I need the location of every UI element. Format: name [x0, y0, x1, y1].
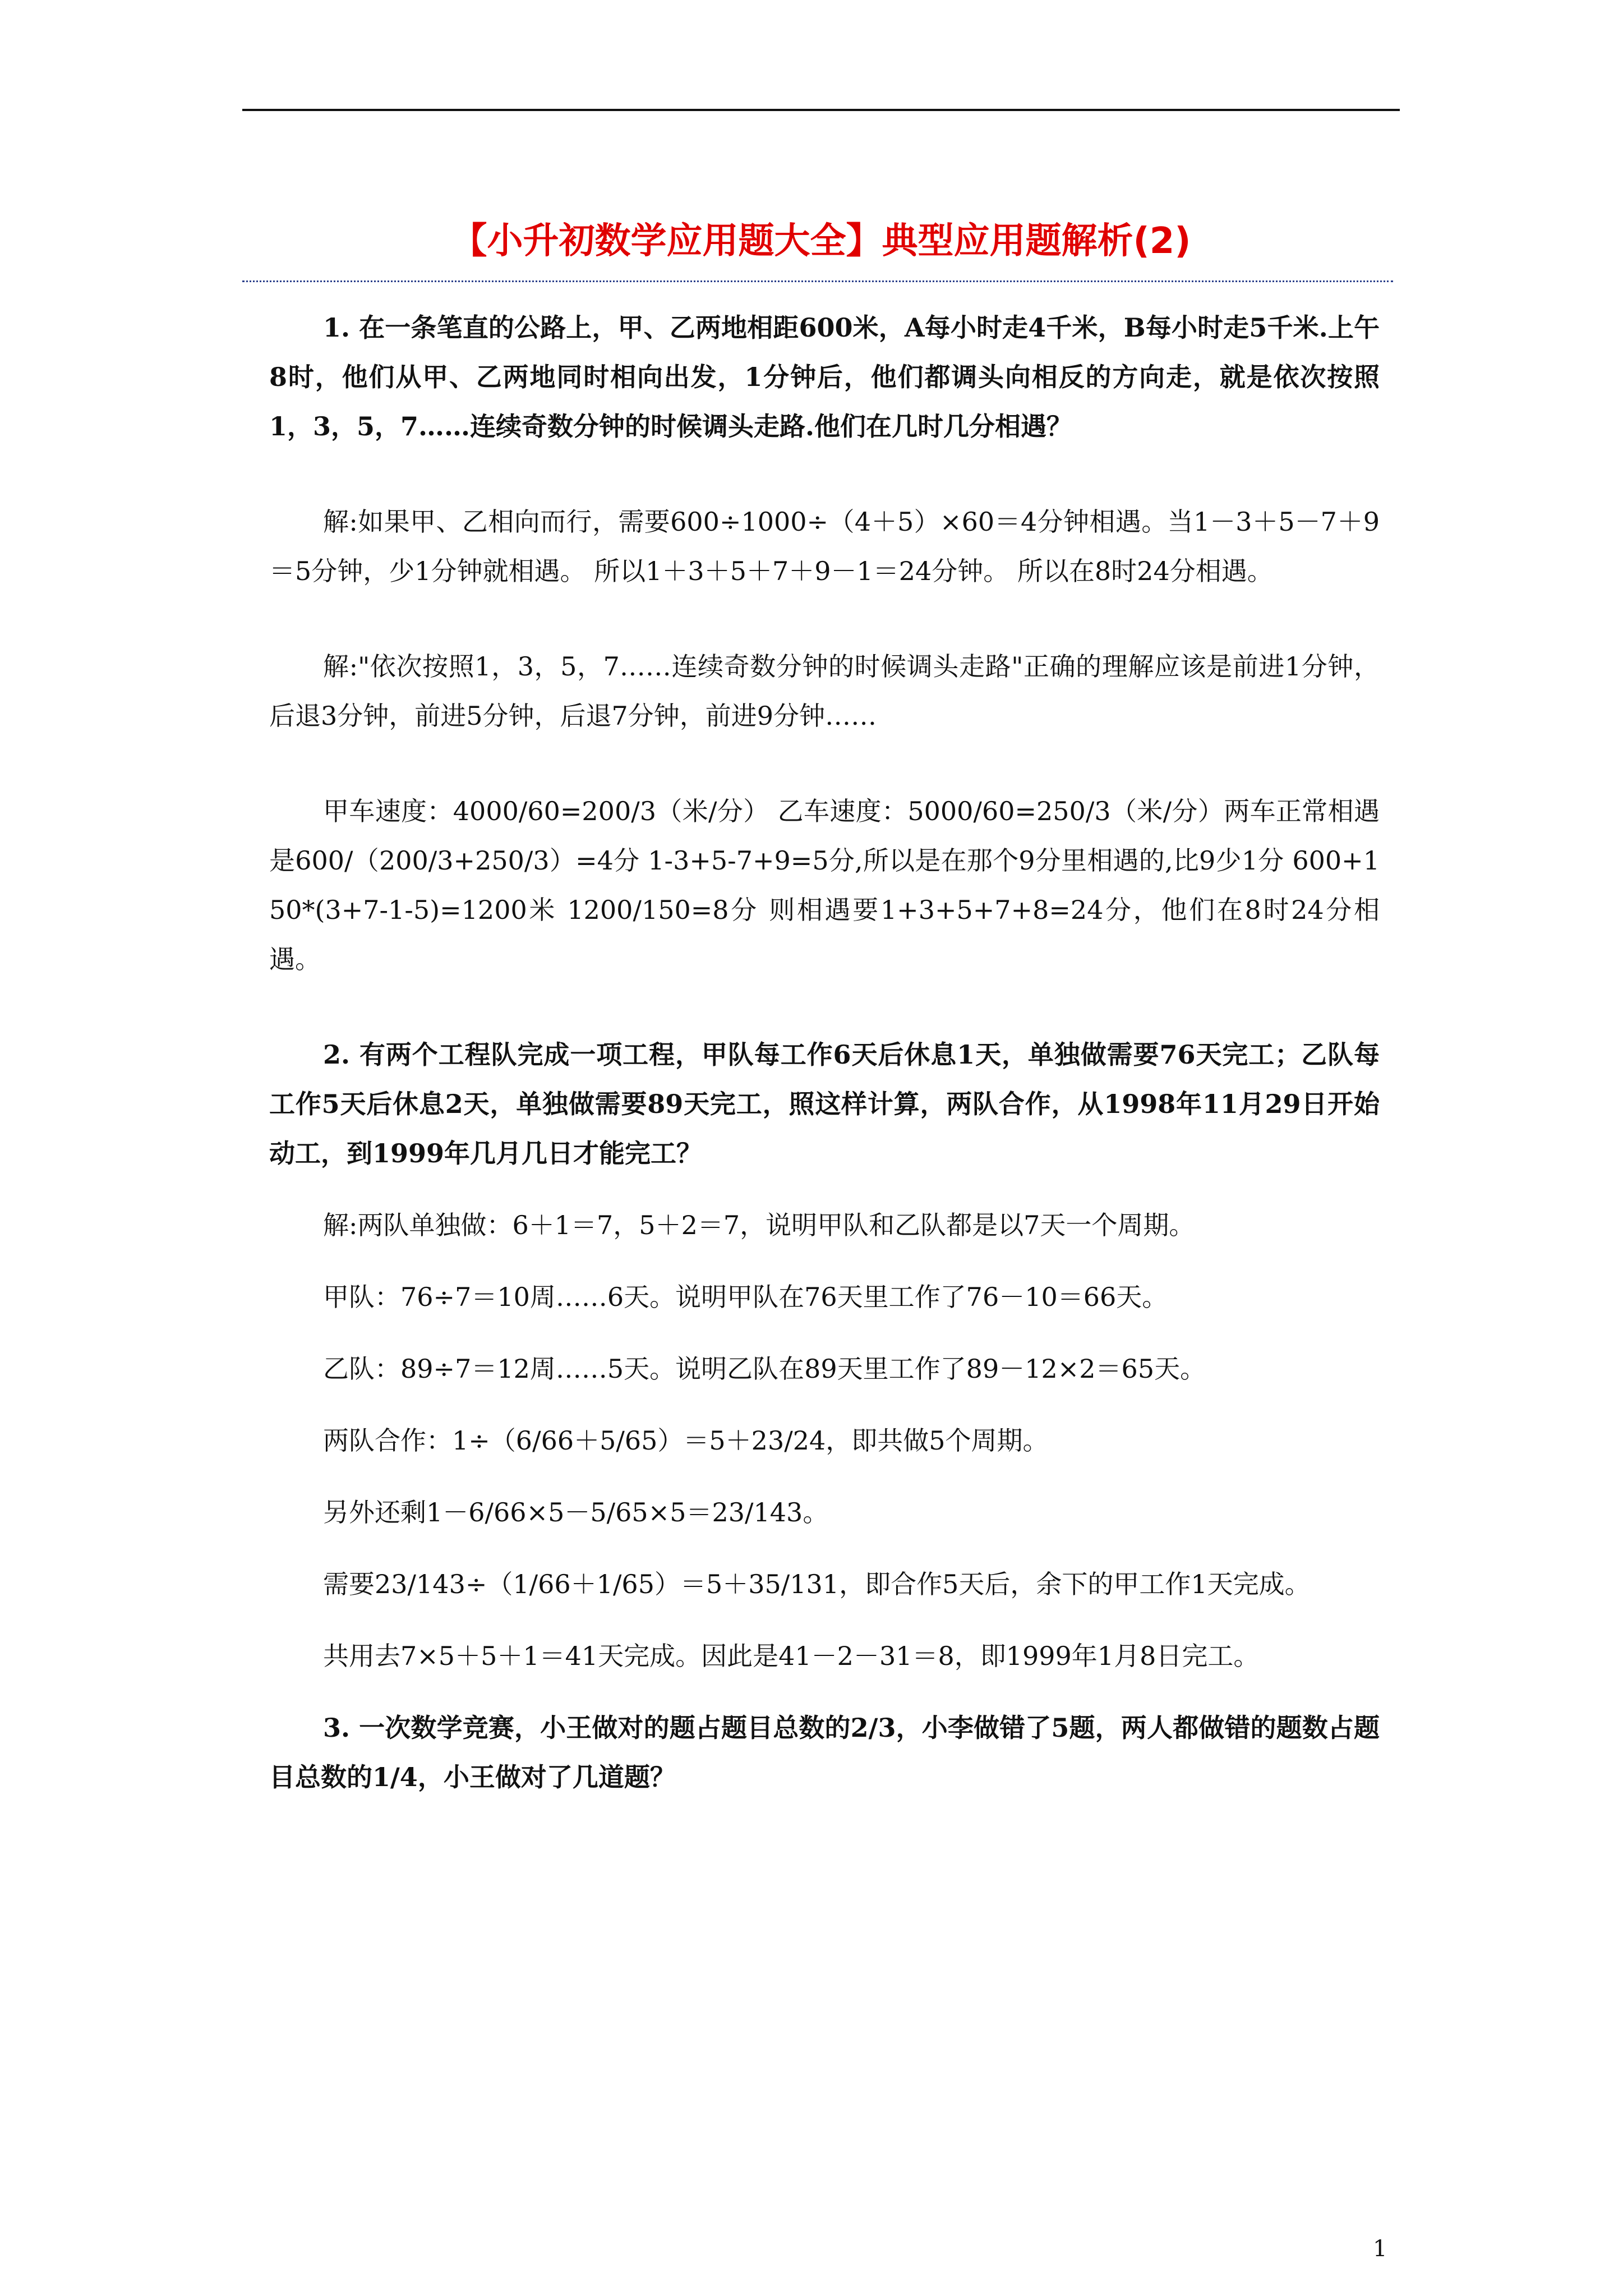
answer-1-solution-a: 解:如果甲、乙相向而行，需要600÷1000÷（4＋5）×60＝4分钟相遇。当1－3＋5－7＋9＝5分钟，少1分钟就相遇。 所以1＋3＋5＋7＋9－1＝24分钟。 所以在8时24分相遇。	[269, 507, 1380, 586]
answer-2-step-2: 甲队：76÷7＝10周……6天。说明甲队在76天里工作了76－10＝66天。	[323, 1282, 1168, 1312]
title-dotted-rule	[242, 280, 1393, 282]
question-3: 3. 一次数学竞赛，小王做对的题占题目总数的2/3，小李做错了5题，两人都做错的题数占题目总数的1/4，小王做对了几道题？	[269, 1713, 1380, 1792]
header-rule	[242, 109, 1400, 111]
answer-2-step-6: 需要23/143÷（1/66＋1/65）＝5＋35/131，即合作5天后，余下的甲工作1天完成。	[323, 1569, 1311, 1599]
document-body	[269, 303, 1380, 1802]
answer-2-step-1: 解:两队单独做：6＋1＝7，5＋2＝7，说明甲队和乙队都是以7天一个周期。	[323, 1210, 1195, 1240]
answer-2-step-5: 另外还剩1－6/66×5－5/65×5＝23/143。	[323, 1497, 829, 1527]
question-2: 2. 有两个工程队完成一项工程，甲队每工作6天后休息1天，单独做需要76天完工；乙队每工作5天后休息2天，单独做需要89天完工，照这样计算，两队合作，从1998年11月29日开始动工，到1999年几月几日才能完工？	[269, 1039, 1380, 1168]
question-1: 1. 在一条笔直的公路上，甲、乙两地相距600米，A每小时走4千米，B每小时走5千米.上午8时，他们从甲、乙两地同时相向出发，1分钟后，他们都调头向相反的方向走，就是依次按照1，3，5，7……连续奇数分钟的时候调头走路.他们在几时几分相遇？	[269, 312, 1380, 441]
answer-2-step-4: 两队合作：1÷（6/66＋5/65）＝5＋23/24，即共做5个周期。	[323, 1425, 1049, 1456]
document-title: 【小升初数学应用题大全】典型应用题解析(2)	[451, 220, 1191, 262]
answer-1-solution-b-detail: 甲车速度：4000/60=200/3（米/分） 乙车速度：5000/60=250/3（米/分）两车正常相遇是600/（200/3+250/3）=4分 1-3+5-7+9=5分,所以是在那个9分里相遇的,比9少1分 600+150*(3+7-1-5)=1200米 1200/150=8分 则相遇要1+3+5+7+8=24分，他们在8时24分相遇。	[269, 796, 1380, 974]
answer-2-step-7: 共用去7×5＋5＋1＝41天完成。因此是41－2－31＝8，即1999年1月8日完工。	[323, 1641, 1260, 1671]
page-number: 1	[1373, 2236, 1387, 2262]
answer-2-step-3: 乙队：89÷7＝12周……5天。说明乙队在89天里工作了89－12×2＝65天。	[323, 1354, 1206, 1384]
answer-1-solution-b: 解:"依次按照1，3，5，7……连续奇数分钟的时候调头走路"正确的理解应该是前进1分钟，后退3分钟，前进5分钟，后退7分钟，前进9分钟……	[269, 651, 1380, 731]
